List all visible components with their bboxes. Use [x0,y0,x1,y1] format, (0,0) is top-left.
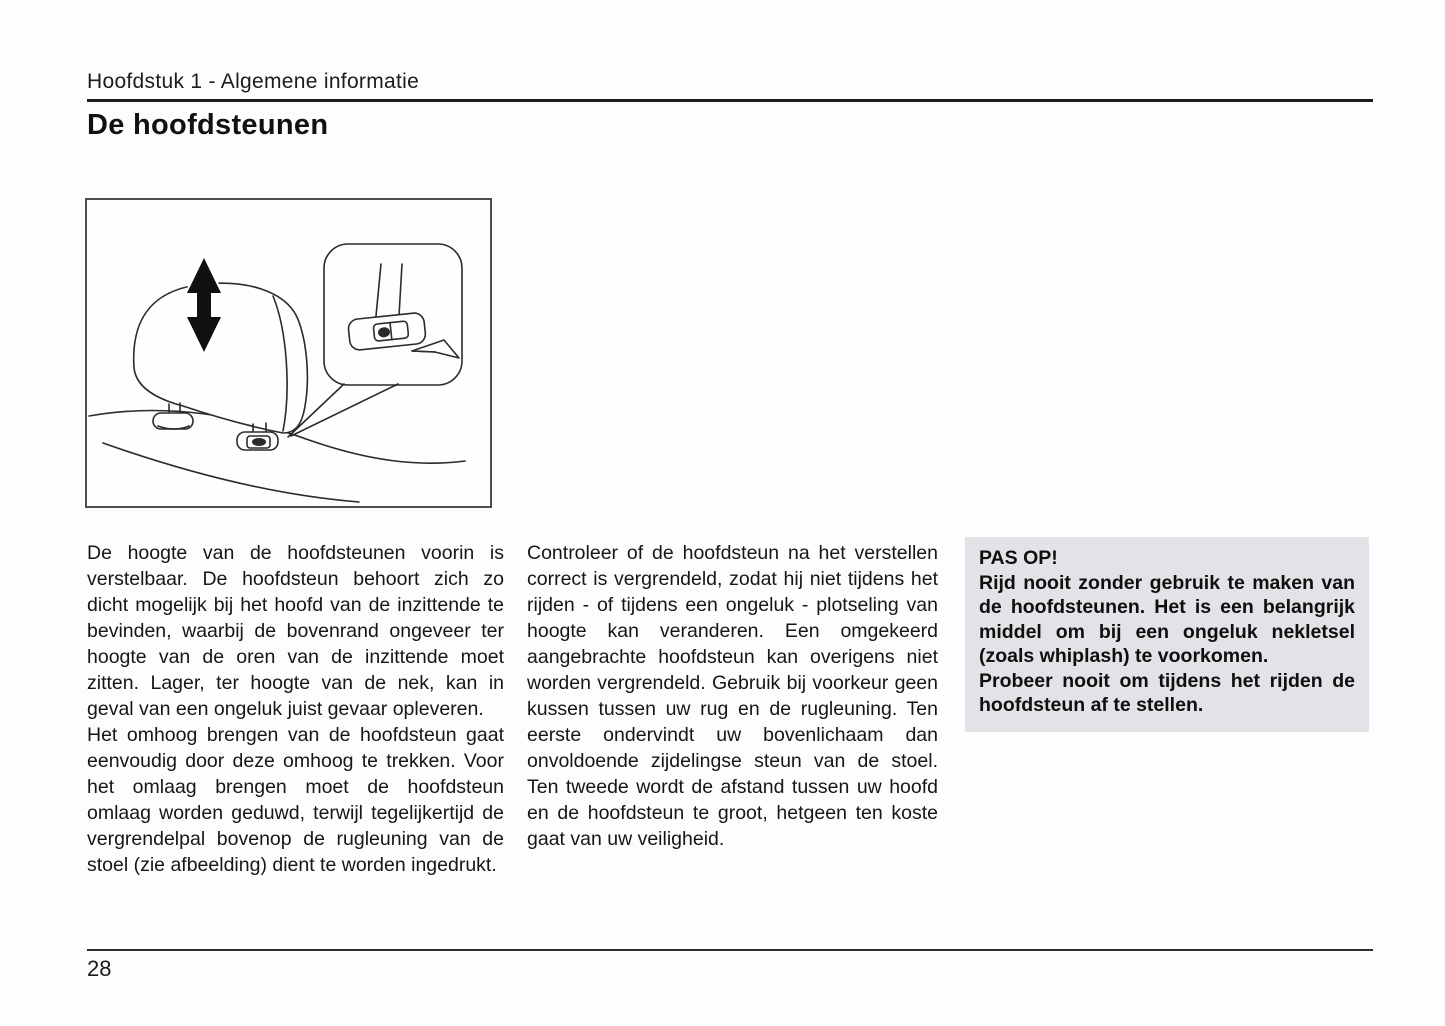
release-button-dark [252,438,266,446]
page-number: 28 [87,956,112,981]
chapter-header: Hoofdstuk 1 - Algemene informatie [87,70,420,93]
paragraph: Controleer of de hoofdsteun na het verstellen correct is vergrendeld, zodat hij niet tijdens het rijden - of tijdens een ongeluk - plotseling van hoogte kan veranderen. Een omgekeerd aangebrachte hoofdsteun kan overigens niet worden vergrendeld. Gebruik bij voorkeur geen kussen tussen uw rug en de rugleuning. Ten eerste ondervindt uw bovenlichaam dan onvoldoende zijdelingse steun van de stoel. Ten tweede wordt de afstand tussen uw hoofd en de hoofdsteun te groot, hetgeen ten koste gaat van uw veiligheid. [527,542,938,850]
page-title: De hoofdsteunen [87,109,329,141]
text-column-1 [87,540,504,878]
warning-paragraph: Rijd nooit zonder gebruik te maken van de hoofdsteunen. Het is een belangrijk middel om bij een ongeluk nekletsel (zoals whiplash) te voorkomen. [979,571,1355,667]
warning-box [965,537,1369,732]
footer-rule [87,949,1373,951]
seat-front-line [103,443,359,502]
header-rule [87,99,1373,102]
warning-paragraph: Probeer nooit om tijdens het rijden de hoofdsteun af te stellen. [979,669,1355,716]
press-tool-edge [412,351,435,352]
paragraph: Het omhoog brengen van de hoofdsteun gaat eenvoudig door deze omhoog te trekken. Voor het omlaag brengen moet de hoofdsteun omlaag worden geduwd, terwijl tegelijkertijd de vergrendelpal bovenop de rugleuning van de stoel (zie afbeelding) dient te worden ingedrukt. [87,724,504,876]
warning-title: PAS OP! [979,547,1058,569]
paragraph: De hoogte van de hoofdsteunen voorin is verstelbaar. De hoofdsteun behoort zich zo dicht mogelijk bij het hoofd van de inzittende te bevinden, waarbij de bovenrand ongeveer ter hoogte van de oren van de inzittende moet zitten. Lager, ter hoogte van de nek, kan in geval van een ongeluk juist gevaar opleveren. [87,542,504,720]
headrest-figure [85,198,492,508]
text-column-2 [527,540,938,852]
headrest-illustration [87,200,490,506]
